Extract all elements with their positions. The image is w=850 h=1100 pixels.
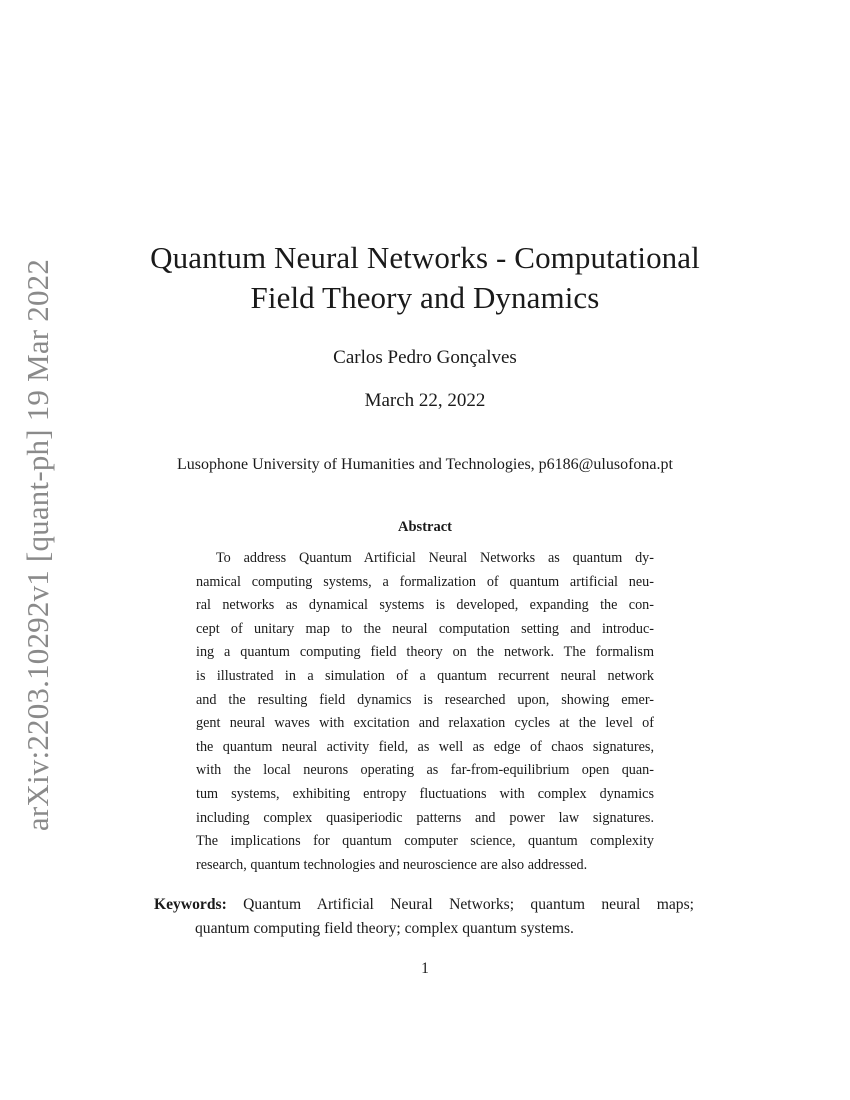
arxiv-identifier-stamp: arXiv:2203.10292v1 [quant-ph] 19 Mar 2022 bbox=[20, 258, 55, 832]
title-line-1: Quantum Neural Networks - Computational bbox=[150, 240, 700, 275]
publication-date: March 22, 2022 bbox=[364, 390, 486, 411]
abstract-line: research, quantum technologies and neuroscience are also addressed. bbox=[196, 856, 588, 873]
abstract-line: cept of unitary map to the neural computation setting and introduc- bbox=[196, 620, 654, 637]
author-affiliation: Lusophone University of Humanities and Technologies, p6186@ulusofona.pt bbox=[177, 456, 673, 473]
abstract-line: with the local neurons operating as far-from-equilibrium open quan- bbox=[196, 762, 654, 779]
keywords-line-2: quantum computing field theory; complex quantum systems. bbox=[195, 920, 574, 937]
abstract-line: tum systems, exhibiting entropy fluctuations with complex dynamics bbox=[196, 785, 654, 802]
author-name: Carlos Pedro Gonçalves bbox=[333, 347, 517, 368]
keywords-section bbox=[154, 893, 694, 941]
abstract-line: ral networks as dynamical systems is developed, expanding the con- bbox=[196, 597, 654, 614]
abstract-line: ing a quantum computing field theory on the network. The formalism bbox=[196, 644, 654, 661]
keywords-label: Keywords: bbox=[154, 896, 227, 913]
abstract-line: is illustrated in a simulation of a quantum recurrent neural network bbox=[196, 667, 654, 684]
abstract-line: the quantum neural activity field, as well as edge of chaos signatures, bbox=[196, 738, 654, 755]
title-line-2: Field Theory and Dynamics bbox=[250, 280, 600, 315]
abstract-line: To address Quantum Artificial Neural Networks as quantum dy- bbox=[216, 550, 654, 566]
abstract-line: The implications for quantum computer science, quantum complexity bbox=[196, 833, 654, 850]
abstract-body bbox=[196, 547, 654, 877]
keywords-text-1: Quantum Artificial Neural Networks; quantum neural maps; bbox=[243, 896, 694, 913]
abstract-line: namical computing systems, a formalization of quantum artificial neu- bbox=[196, 573, 654, 590]
abstract-line: including complex quasiperiodic patterns and power law signatures. bbox=[196, 809, 654, 826]
paper-title bbox=[0, 238, 850, 318]
page-number: 1 bbox=[421, 960, 429, 977]
abstract-heading: Abstract bbox=[398, 519, 452, 535]
keywords-line-1 bbox=[154, 893, 694, 917]
abstract-line: and the resulting field dynamics is researched upon, showing emer- bbox=[196, 691, 654, 708]
abstract-line: gent neural waves with excitation and relaxation cycles at the level of bbox=[196, 715, 654, 732]
